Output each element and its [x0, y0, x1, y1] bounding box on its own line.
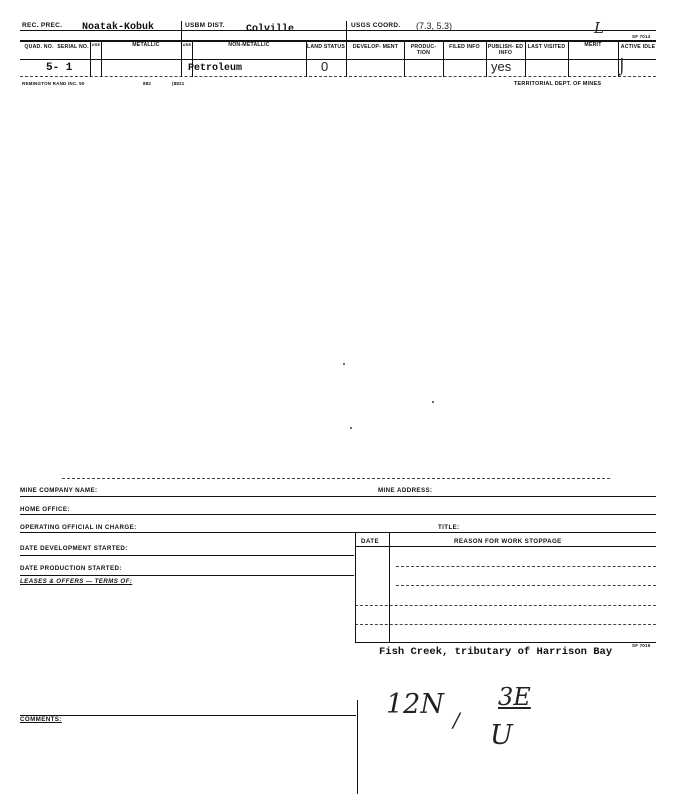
home-office-label: HOME OFFICE:: [20, 506, 70, 513]
bottom-rule: [20, 76, 656, 77]
date-column-label: DATE: [361, 538, 379, 545]
rule-dev-started: [20, 555, 354, 556]
stoppage-date-divider: [389, 532, 390, 642]
non-metallic-value: Petroleum: [188, 63, 243, 74]
usbm-dist-value: Colville: [246, 24, 295, 35]
scan-speck: [432, 401, 434, 403]
footer-mid1: 882: [143, 81, 152, 86]
comments-divider: [357, 700, 358, 794]
rule-stoppage-1: [396, 566, 656, 567]
footer-mid2: (8821: [172, 81, 185, 86]
rec-prec-value: Noatak-Kobuk: [82, 22, 155, 33]
rule-stoppage-2: [396, 585, 656, 586]
handwritten-meridian: U: [490, 720, 513, 751]
handwritten-range: 3E: [498, 683, 531, 711]
usgs-coord-value: (7.3, 5.3): [416, 21, 453, 31]
reason-column-label: REASON FOR WORK STOPPAGE: [454, 538, 562, 545]
col-published-info: PUBLISH- ED INFO: [487, 44, 524, 56]
rule-stoppage-5: [355, 642, 656, 643]
col-serial-no: SERIAL NO.: [57, 44, 89, 50]
rec-prec-label: REC. PREC.: [22, 22, 63, 29]
col-development: DEVELOP- MENT: [352, 44, 399, 50]
mine-company-name-label: MINE COMPANY NAME:: [20, 487, 98, 494]
footer-left: REMINGTON RAND INC. 50: [22, 81, 85, 86]
operating-official-label: OPERATING OFFICIAL IN CHARGE:: [20, 524, 137, 531]
comments-label: COMMENTS:: [20, 716, 62, 723]
rule-home-office: [20, 514, 656, 515]
col-production: PRODUC- TION: [410, 44, 437, 56]
rule-date-head: [355, 546, 656, 547]
col-quad-no: QUAD. NO.: [24, 44, 54, 50]
rule-prod-started: [20, 575, 354, 576]
col-metallic: METALLIC: [132, 42, 160, 48]
date-production-label: DATE PRODUCTION STARTED:: [20, 565, 122, 572]
handwritten-township: 12N: [386, 689, 444, 720]
published-info-value: yes: [491, 59, 512, 74]
usbm-dist-label: USBM DIST.: [185, 22, 225, 29]
form-number: SF 7014: [632, 34, 651, 39]
col-active-idle: ACTIVE IDLE: [620, 44, 656, 50]
check-mark: L: [594, 19, 604, 37]
divider-usbm: [181, 21, 182, 77]
column-rule: [20, 59, 656, 60]
leases-offers-label: LEASES & OFFERS — TERMS OF:: [20, 578, 133, 585]
rule-stoppage-3: [355, 605, 656, 606]
footer-right: TERRITORIAL DEPT. OF MINES: [514, 81, 602, 87]
col-use-2: USE: [182, 42, 192, 47]
scan-speck: [350, 427, 352, 429]
title-label: TITLE:: [438, 524, 460, 531]
rule-company: [20, 496, 656, 497]
date-development-label: DATE DEVELOPMENT STARTED:: [20, 545, 128, 552]
col-filed-info: FILED INFO: [449, 44, 480, 50]
quad-serial-value: 5- 1: [46, 62, 73, 74]
scan-speck: [343, 363, 345, 365]
col-last-visited: LAST VISITED: [527, 44, 566, 50]
stoppage-left-border: [355, 532, 356, 642]
typed-location: Fish Creek, tributary of Harrison Bay: [379, 646, 613, 658]
col-merit: MERIT: [584, 42, 602, 48]
rule-official: [20, 532, 656, 533]
usgs-coord-label: USGS COORD.: [351, 22, 401, 29]
land-status-value: 0: [321, 59, 329, 74]
lower-top-rule: [62, 478, 610, 479]
lower-form-number: SF 7015: [632, 643, 651, 648]
handwritten-slash: /: [453, 708, 460, 732]
col-land-status: LAND STATUS: [306, 44, 346, 50]
rule-stoppage-4: [355, 624, 656, 625]
active-idle-mark: ⌡: [618, 58, 626, 76]
rule-comments: [20, 715, 356, 716]
mine-address-label: MINE ADDRESS:: [378, 487, 433, 494]
col-use-1: USE: [91, 42, 101, 47]
col-non-metallic: NON-METALLIC: [228, 42, 270, 48]
